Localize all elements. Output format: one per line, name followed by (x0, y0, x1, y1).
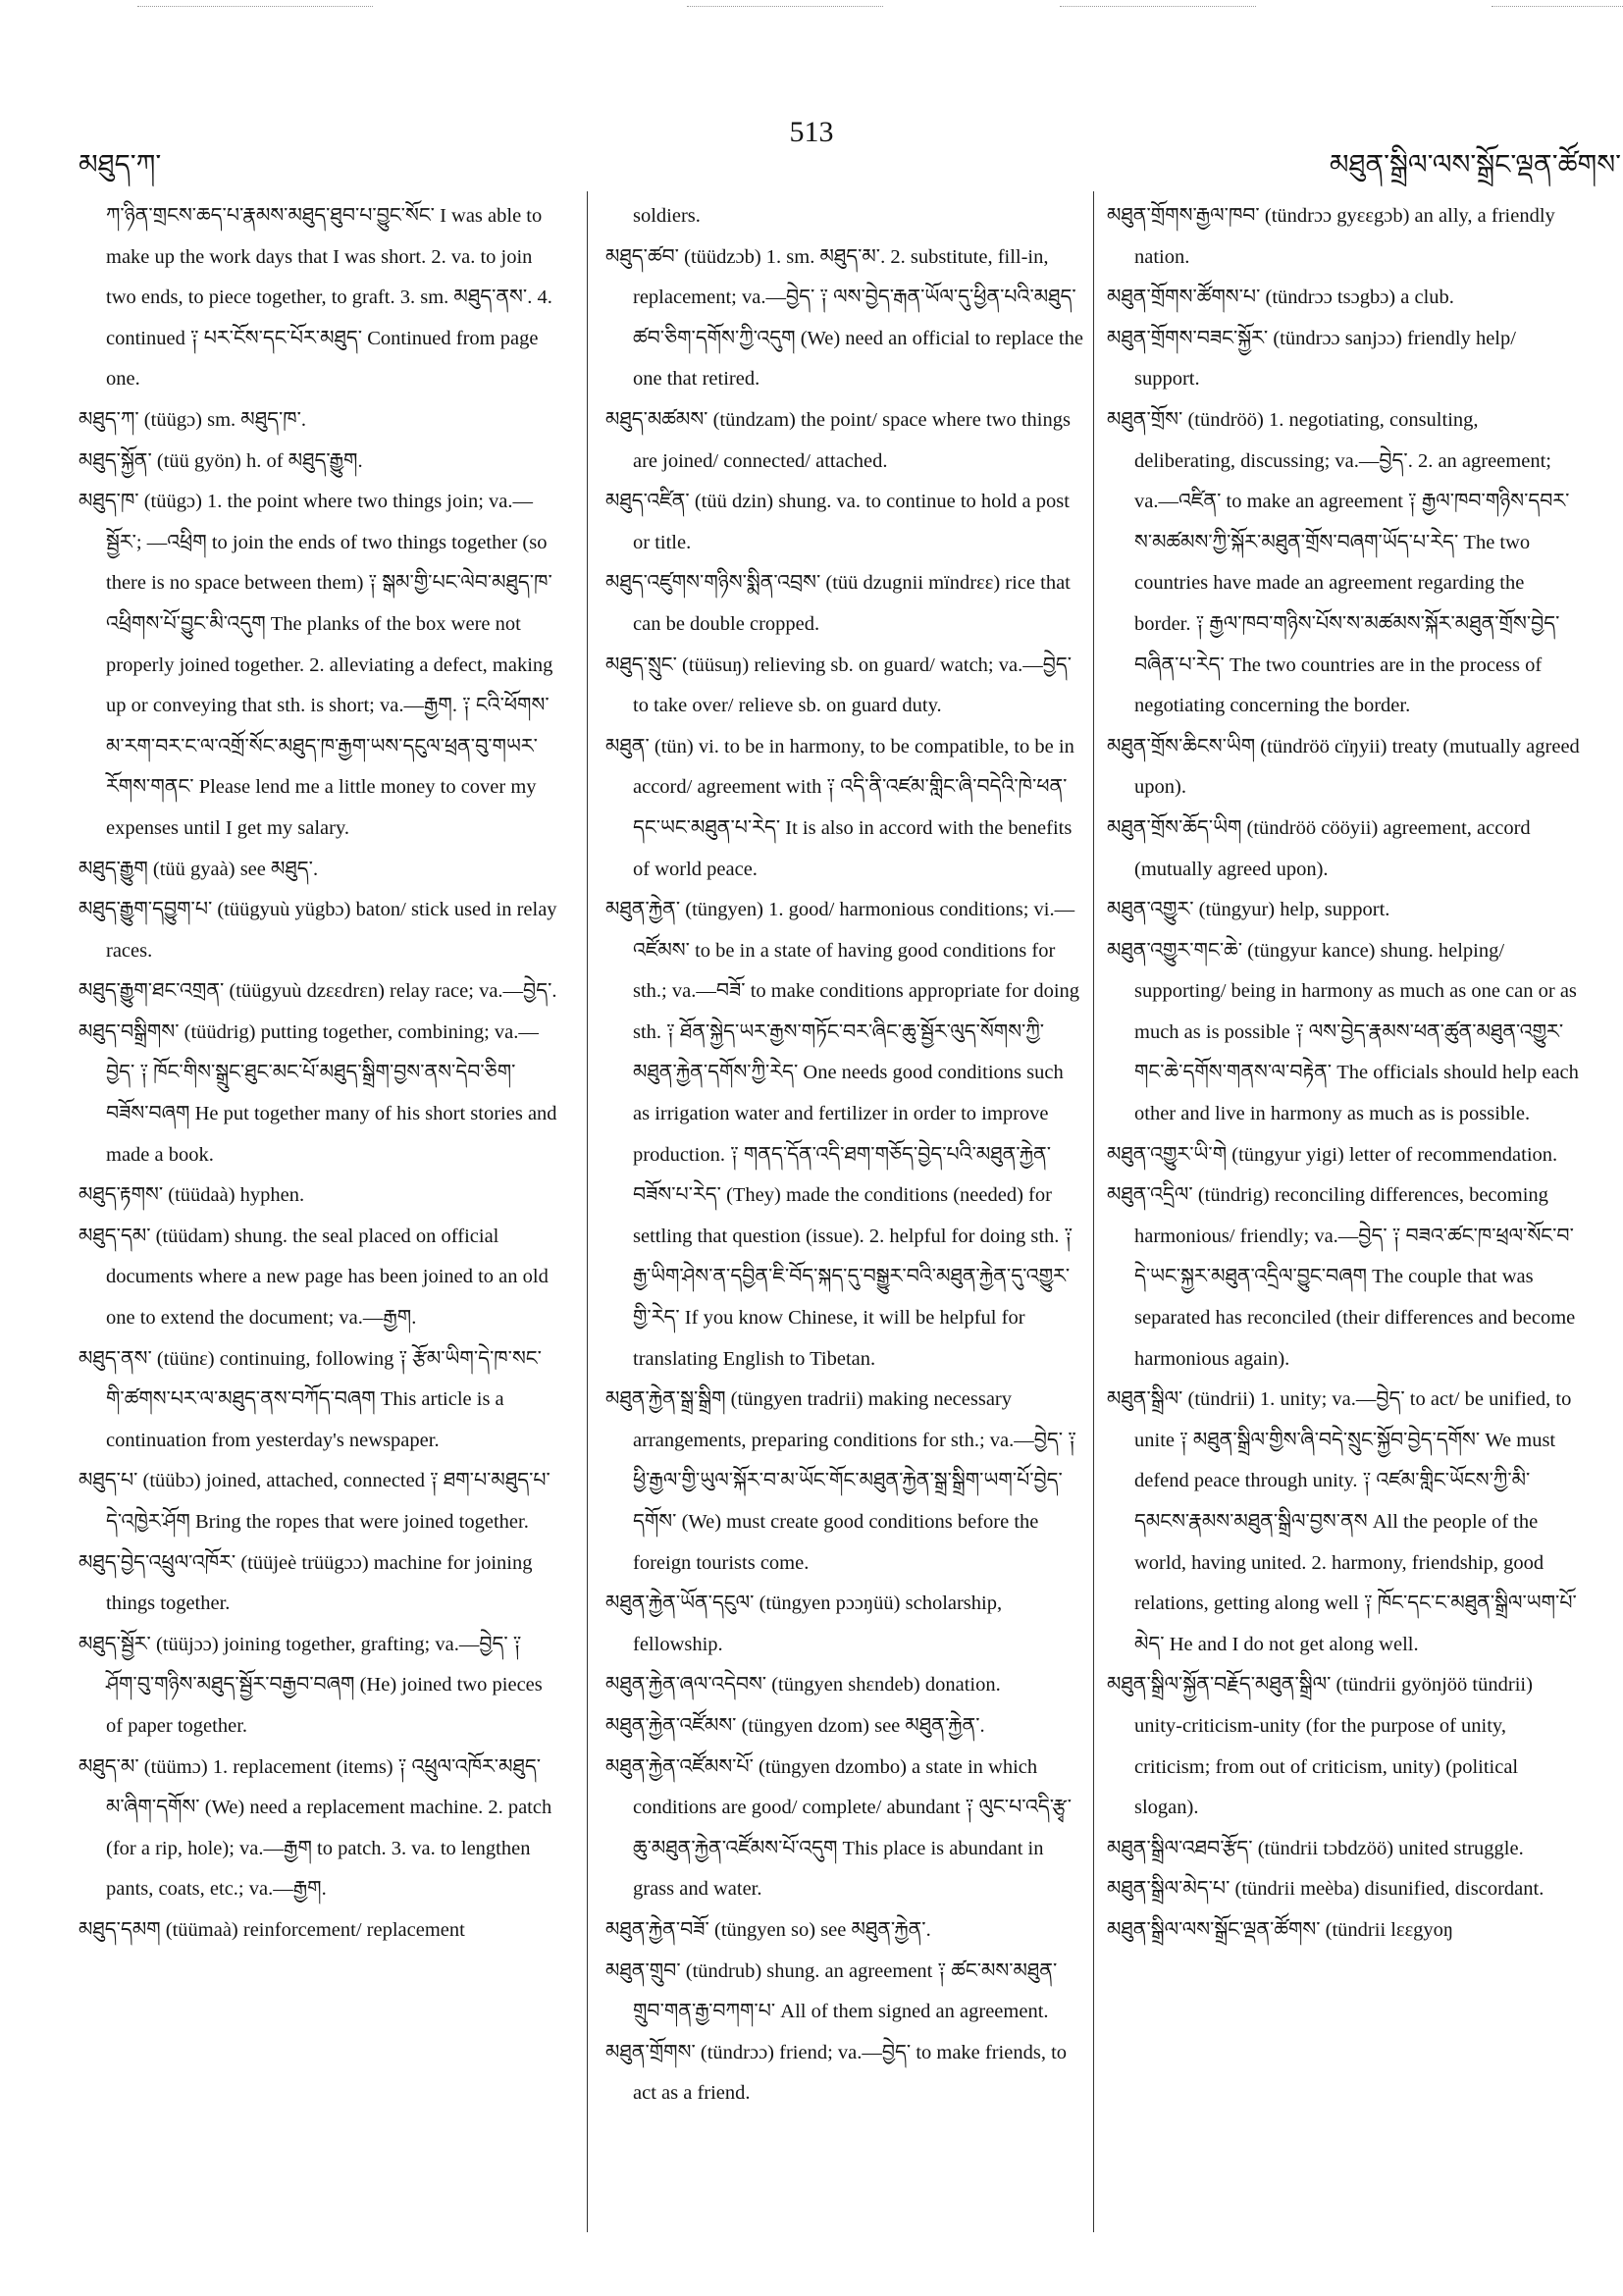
dictionary-entry: མཐུན་འགྱུར་ཡི་གེ (tüngyur yigi) letter of recommendation. (1107, 1143, 1558, 1166)
dictionary-entry: མཐུན་གྲོགས་ (tündrɔɔ) friend; va.—བྱེད་ to make friends, to act as a friend. (605, 2041, 1068, 2105)
dictionary-entry: མཐུན་གྲོགས་ཚོགས་པ་ (tündrɔɔ tsɔgbɔ) a club. (1107, 287, 1454, 309)
dictionary-entry: མཐུན་གྲུབ་ (tündrub) shung. an agreement ༑ ཚང་མས་མཐུན་གྲུབ་གན་རྒྱ་བཀག་པ་ All of them signed an agreement. (605, 1959, 1058, 2023)
dictionary-entry: མཐུད་པ་ (tüübɔ) joined, attached, connected ༑ ཐག་པ་མཐུད་པ་དེ་འཁྱེར་ཤོག Bring the ropes that were joined together. (79, 1470, 550, 1533)
dictionary-entry: མཐུད་འཛུགས་གཉིས་སྨིན་འབྲས་ (tüü dzugnii mïndrɛɛ) rice that can be double cropped. (605, 572, 1071, 635)
dictionary-entry: མཐུད་རྒྱུག་ཐང་འགྲན་ (tüügyuù dzɛɛdrɛn) relay race; va.—བྱེད་. (79, 980, 557, 1003)
dictionary-entry: མཐུན་འགྱུར་གང་ཆེ་ (tüngyur kance) shung. helping/ supporting/ being in harmony as much as one can or as much as is possible ༑ ལས་བྱེད་རྣམས་ཕན་ཚུན་མཐུན་འགྱུར་གང་ཆེ་དགོས་གནས་ལ་བརྟེན་ The officials should help each other and live in harmony as much as is possible. (1107, 939, 1579, 1125)
dictionary-column-2 (605, 196, 1084, 2114)
dictionary-entry: མཐུན་རྐྱེན་ (tüngyen) 1. good/ harmonious conditions; vi.—འཛོམས་ to be in a state of having good conditions for sth.; va.—བཟོ་ to make conditions appropriate for doing sth. ༑ ཐོན་སྐྱེད་ཡར་རྒྱས་གཏོང་བར་ཞིང་ཆུ་སྦྱོར་ལུད་སོགས་ཀྱི་མཐུན་རྐྱེན་དགོས་ཀྱི་རེད་ One needs good conditions such as irrigation water and fertilizer in order to improve production. ༑ གནད་དོན་འདི་ཐག་གཅོད་བྱེད་པའི་མཐུན་རྐྱེན་བཟོས་པ་རེད་ (They) made the conditions (needed) for settling that question (issue). 2. helpful for doing sth. ༑ རྒྱ་ཡིག་ཤེས་ན་དབྱིན་ཇི་བོད་སྐད་དུ་བསྒྱུར་བའི་མཐུན་རྐྱེན་དུ་འགྱུར་གྱི་རེད་ If you know Chinese, it will be helpful for translating English to Tibetan. (605, 899, 1080, 1370)
dictionary-entry: མཐུན་སྒྲིལ་ལས་སྒྲོང་ལྡན་ཚོགས་ (tündrii lɛɛgyoŋ (1107, 1918, 1454, 1941)
dictionary-entry: མཐུན་གྲོས་ (tündröö) 1. negotiating, consulting, deliberating, discussing; va.—བྱེད་. 2. an agreement; va.—འཛིན་ to make an agreement ༑ རྒྱལ་ཁབ་གཉིས་དབར་ས་མཚམས་ཀྱི་སྐོར་མཐུན་གྲོས་བཞག་ཡོད་པ་རེད་ The two countries have made an agreement regarding the border. ༑ རྒྱལ་ཁབ་གཉིས་པོས་ས་མཚམས་སྐོར་མཐུན་གྲོས་བྱེད་བཞིན་པ་རེད་ The two countries are in the process of negotiating concerning the border. (1107, 408, 1570, 717)
dictionary-entry: མཐུད་ཚབ་ (tüüdzɔb) 1. sm. མཐུད་མ་. 2. substitute, fill-in, replacement; va.—བྱེད་ ༑ ལས་བྱེད་རྒན་ཡོལ་དུ་ཕྱིན་པའི་མཐུད་ཚབ་ཅིག་དགོས་ཀྱི་འདུག (We) need an official to replace the one that retired. (605, 245, 1083, 391)
dictionary-entry: མཐུད་སྦྱོར་ (tüüjɔɔ) joining together, grafting; va.—བྱེད་ ༑ ཤོག་བུ་གཉིས་མཐུད་སྦྱོར་བརྒྱབ་བཞག (He) joined two pieces of paper together. (79, 1633, 543, 1737)
top-edge-dotted-line (687, 6, 883, 7)
dictionary-entry: མཐུད་ཁ་ (tüügɔ) 1. the point where two things join; va.—སྦྱོར་; —འཕྲིག to join the ends of two things together (so there is no space between them) ༑ སྒམ་གྱི་པང་ལེབ་མཐུད་ཁ་འཕྲིགས་པོ་བྱུང་མི་འདུག The planks of the box were not properly joined together. 2. alleviating a defect, making up or conveying that sth. is short; va.—རྒྱག. ༑ ངའི་ཕོགས་མ་རག་བར་ང་ལ་འགྲོ་སོང་མཐུད་ཁ་རྒྱག་ཡས་དངུལ་ཕྲན་བུ་གཡར་རོགས་གནང་ Please lend me a little money to cover my expenses until I get my salary. (79, 491, 553, 839)
dictionary-entry: མཐུན་ (tün) vi. to be in harmony, to be compatible, to be in accord/ agreement with ༑ འདི་ནི་འཛམ་གླིང་ཞི་བདེའི་ཁེ་ཕན་དང་ཡང་མཐུན་པ་རེད་ It is also in accord with the benefits of world peace. (605, 735, 1074, 880)
dictionary-entry: མཐུད་མཚམས་ (tündzam) the point/ space where two things are joined/ connected/ attached. (605, 408, 1071, 472)
dictionary-entry: མཐུན་འགྱུར་ (tüngyur) help, support. (1107, 899, 1390, 921)
header-right-headword: མཐུན་སྒྲིལ་ལས་སྒྲོང་ལྡན་ཚོགས་ (1329, 150, 1621, 181)
dictionary-entry: མཐུན་སྒྲིལ་ (tündrii) 1. unity; va.—བྱེད་ to act/ be unified, to unite ༑ མཐུན་སྒྲིལ་གྱིས་ཞི་བདེ་སྲུང་སྐྱོབ་བྱེད་དགོས་ We must defend peace through unity. ༑ འཛམ་གླིང་ཡོངས་ཀྱི་མི་དམངས་རྣམས་མཐུན་སྒྲིལ་བྱས་ནས All the people of the world, having united. 2. harmony, friendship, good relations, getting along well ༑ ཁོང་དང་ང་མཐུན་སྒྲིལ་ཡག་པོ་མེད་ He and I do not get along well. (1107, 1388, 1577, 1655)
dictionary-entry: མཐུན་རྐྱེན་ཡོན་དངུལ་ (tüngyen pɔɔŋüü) scholarship, fellowship. (605, 1592, 1003, 1655)
dictionary-entry: མཐུན་འདྲིལ་ (tündrig) reconciling differences, becoming harmonious/ friendly; va.—བྱེད་ ༑ བཟའ་ཚང་ཁ་ཕྲལ་སོང་བ་དེ་ཡང་སྐྱར་མཐུན་འདྲིལ་བྱུང་བཞག The couple that was separated has reconciled (their differences and become harmonious again). (1107, 1184, 1576, 1370)
dictionary-entry: མཐུད་དམ་ (tüüdam) shung. the seal placed on official documents where a new page has been joined to an old one to extend the document; va.—རྒྱག. (79, 1225, 549, 1330)
dictionary-entry: མཐུན་སྒྲིལ་སྐྱོན་བརྗོད་མཐུན་སྒྲིལ་ (tündrii gyönjöö tündrii) unity-criticism-unity (for the purpose of unity, criticism; from out of criticism, unity) (political slogan). (1107, 1674, 1533, 1819)
dictionary-column-3 (1107, 196, 1580, 1952)
dictionary-entry: མཐུད་འཛིན་ (tüü dzin) shung. va. to continue to hold a post or title. (605, 491, 1070, 553)
dictionary-entry: མཐུན་གྲོས་ཆིངས་ཡིག (tündröö cïŋyii) treaty (mutually agreed upon). (1107, 735, 1580, 799)
dictionary-entry: མཐུན་རྐྱེན་སྒྲ་སྒྲིག (tüngyen tradrii) making necessary arrangements, preparing conditions for sth.; va.—བྱེད་ ༑ ཕྱི་རྒྱལ་གྱི་ཡུལ་སྐོར་བ་མ་ཡོང་གོང་མཐུན་རྐྱེན་སྒྲ་སྒྲིག་ཡག་པོ་བྱེད་དགོས་ (We) must create good conditions before the foreign tourists come. (605, 1388, 1076, 1574)
header-left-headword: མཐུད་ཀ་ (79, 150, 162, 181)
dictionary-entry: soldiers. (633, 205, 701, 227)
dictionary-entry: མཐུད་མ་ (tüümɔ) 1. replacement (items) ༑ འཕྲུལ་འཁོར་མཐུད་མ་ཞིག་དགོས་ (We) need a replacement machine. 2. patch (for a rip, hole); va.—རྒྱག to patch. 3. va. to lengthen pants, coats, etc.; va.—རྒྱག. (79, 1755, 552, 1901)
dictionary-entry: ཀ་ཉིན་གྲངས་ཆད་པ་རྣམས་མཐུད་ཐུབ་པ་བྱུང་སོང་ I was able to make up the work days that I was short. 2. va. to join two ends, to piece together, to graft. 3. sm. མཐུད་ནས་. 4. continued ༑ པར་ངོས་དང་པོར་མཐུད་ Continued from page one. (106, 205, 552, 391)
dictionary-entry: མཐུད་རྒྱུག (tüü gyaà) see མཐུད་. (79, 858, 319, 880)
page-number: 513 (789, 116, 834, 148)
dictionary-entry: མཐུན་རྐྱེན་འཛོམས་པོ་ (tüngyen dzombo) a state in which conditions are good/ complete/ abundant ༑ ལུང་པ་འདི་རྩྭ་ཆུ་མཐུན་རྐྱེན་འཛོམས་པོ་འདུག This place is abundant in grass and water. (605, 1755, 1073, 1901)
top-edge-dotted-line (1492, 6, 1623, 7)
dictionary-entry: མཐུད་རྟགས་ (tüüdaà) hyphen. (79, 1184, 305, 1207)
dictionary-entry: མཐུད་ནས་ (tüünɛ) continuing, following ༑ རྩོམ་ཡིག་དེ་ཁ་སང་གི་ཚགས་པར་ལ་མཐུད་ནས་བཀོད་བཞག This article is a continuation from yesterday's newspaper. (79, 1347, 542, 1451)
dictionary-entry: མཐུན་སྒྲིལ་མེད་པ་ (tündrii meèba) disunified, discordant. (1107, 1878, 1544, 1901)
dictionary-entry: མཐུན་རྐྱེན་འཛོམས་ (tüngyen dzom) see མཐུན་རྐྱེན་. (605, 1714, 985, 1737)
dictionary-entry: མཐུད་བསྒྲིགས་ (tüüdrig) putting together, combining; va.—བྱེད་ ༑ ཁོང་གིས་སྒྲུང་ཐུང་མང་པོ་མཐུད་སྒྲིག་བྱས་ནས་དེབ་ཅིག་བཟོས་བཞག He put together many of his short stories and made a book. (79, 1020, 557, 1166)
dictionary-entry: མཐུད་དམག (tüümaà) reinforcement/ replacement (79, 1918, 465, 1941)
top-edge-dotted-line (137, 6, 373, 7)
top-edge-dotted-line (1060, 6, 1256, 7)
dictionary-entry: མཐུད་བྱེད་འཕྲུལ་འཁོར་ (tüüjeè trüügɔɔ) machine for joining things together. (79, 1551, 533, 1615)
column-divider (587, 191, 588, 2232)
dictionary-column-1 (79, 196, 557, 1952)
dictionary-entry: མཐུན་གྲོགས་བཟང་སྐྱོར་ (tündrɔɔ sanjɔɔ) friendly help/ support. (1107, 327, 1516, 391)
dictionary-entry: མཐུད་སྐྱོན་ (tüü gyön) h. of མཐུད་རྒྱུག. (79, 449, 363, 472)
dictionary-entry: མཐུན་གྲོགས་རྒྱལ་ཁབ་ (tündrɔɔ gyɛɛgɔb) an ally, a friendly nation. (1107, 205, 1555, 268)
dictionary-entry: མཐུན་རྐྱེན་ཞལ་འདེབས་ (tüngyen shɛndeb) donation. (605, 1674, 1001, 1696)
dictionary-entry: མཐུད་སྲུང་ (tüüsuŋ) relieving sb. on guard/ watch; va.—བྱེད་ to take over/ relieve sb. on guard duty. (605, 653, 1073, 717)
dictionary-entry: མཐུན་རྐྱེན་བཟོ་ (tüngyen so) see མཐུན་རྐྱེན་. (605, 1918, 931, 1941)
dictionary-entry: མཐུད་རྒྱུག་དབྱུག་པ་ (tüügyuù yügbɔ) baton/ stick used in relay races. (79, 899, 557, 962)
dictionary-entry: མཐུན་སྒྲིལ་འཐབ་རྩོད་ (tündrii tɔbdzöö) united struggle. (1107, 1837, 1524, 1859)
dictionary-entry: མཐུད་ཀ་ (tüügɔ) sm. མཐུད་ཁ་. (79, 408, 307, 431)
dictionary-entry: མཐུན་གྲོས་ཆོད་ཡིག (tündröö cööyii) agreement, accord (mutually agreed upon). (1107, 816, 1531, 880)
column-divider (1093, 191, 1094, 2232)
